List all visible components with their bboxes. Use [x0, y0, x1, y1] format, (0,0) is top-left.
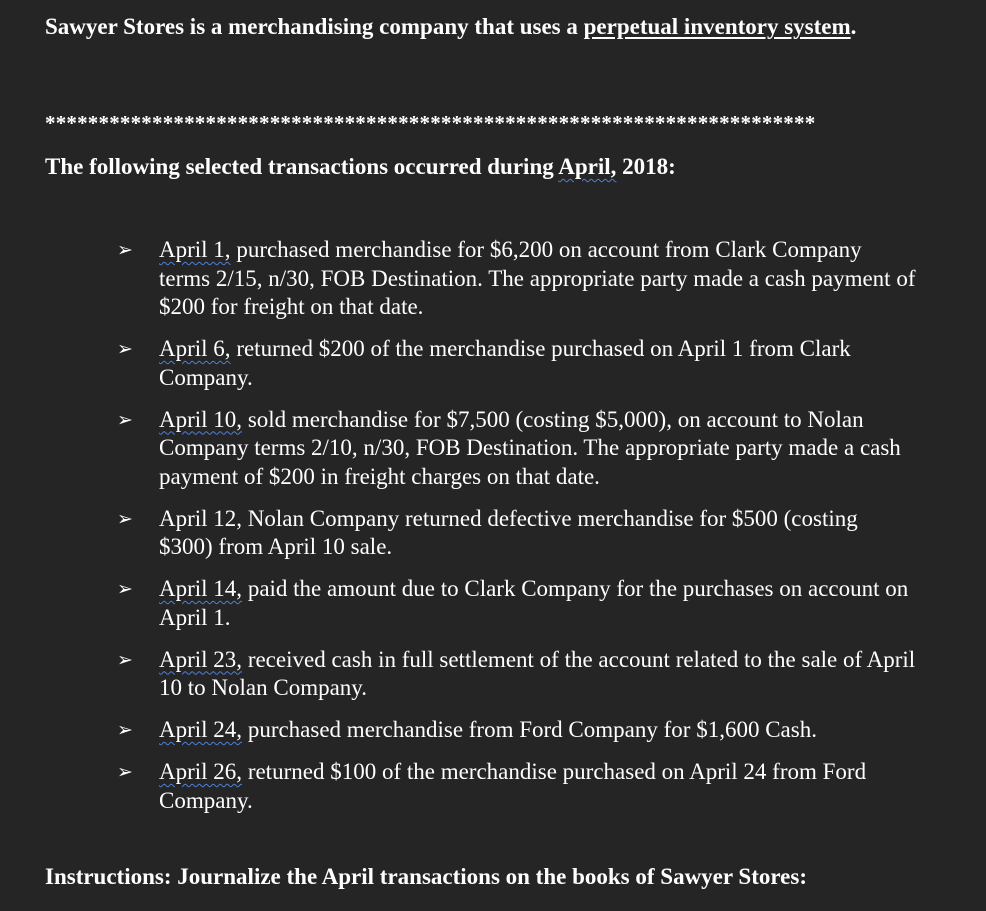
transaction-date: April 23, — [159, 646, 243, 672]
transaction-text: paid the amount due to Clark Company for the purchases on account on April 1. — [159, 576, 909, 630]
heading-date-spellcheck: April, — [558, 154, 617, 179]
transaction-date: April 6, — [159, 336, 231, 361]
intro-text: Sawyer Stores is a merchandising company that uses a — [45, 14, 584, 39]
transaction-text: purchased merchandise from Ford Company for $1,600 Cash. — [242, 717, 817, 742]
asterisk-separator: ************************************************************************ — [45, 111, 816, 135]
arrow-bullet-icon: ➢ — [117, 239, 133, 261]
transaction-text: purchased merchandise for $6,200 on account from Clark Company terms 2/15, n/30, FOB Destination. The appropriate party made a cash payment of $200 for freight on that date. — [159, 237, 916, 319]
transaction-date: April 26, — [159, 759, 243, 784]
transaction-date: April 14, — [159, 576, 243, 601]
transaction-item — [117, 575, 917, 632]
transaction-date: April 10, — [159, 406, 243, 432]
arrow-bullet-icon: ➢ — [117, 578, 133, 600]
perpetual-inventory-system-underlined: perpetual inventory system — [583, 14, 851, 39]
transaction-text: April 12, Nolan Company returned defective merchandise for $500 (costing $300) from April 10 sale. — [159, 505, 858, 559]
arrow-bullet-icon: ➢ — [117, 408, 133, 431]
transaction-item — [117, 716, 917, 745]
transaction-text: returned $200 of the merchandise purchased on April 1 from Clark Company. — [159, 336, 851, 390]
transaction-text: sold merchandise for $7,500 (costing $5,000), on account to Nolan Company terms 2/10, n/30, FOB Destination. The appropriate party made a cash payment of $200 in freight charges on that date. — [159, 406, 901, 489]
arrow-bullet-icon: ➢ — [117, 648, 133, 671]
intro-paragraph — [45, 12, 925, 41]
heading-year: 2018: — [616, 154, 676, 179]
transactions-heading — [45, 152, 676, 181]
heading-text: The following selected transactions occurred during — [45, 154, 559, 179]
transaction-text: returned $100 of the merchandise purchased on April 24 from Ford Company. — [159, 759, 867, 813]
transaction-text: received cash in full settlement of the account related to the sale of April 10 to Nolan Company. — [159, 646, 916, 700]
transaction-item — [117, 406, 917, 492]
instructions-line: Instructions: Journalize the April transactions on the books of Sawyer Stores: — [45, 864, 807, 889]
intro-period: . — [850, 14, 857, 39]
transaction-item — [117, 236, 917, 322]
arrow-bullet-icon: ➢ — [117, 761, 133, 783]
transaction-item — [117, 335, 917, 392]
arrow-bullet-icon: ➢ — [117, 338, 133, 360]
transaction-date: April 1, — [159, 237, 231, 262]
transaction-list — [117, 236, 917, 829]
transaction-item — [117, 646, 917, 703]
arrow-bullet-icon: ➢ — [117, 719, 133, 741]
arrow-bullet-icon: ➢ — [117, 507, 133, 530]
transaction-item — [117, 758, 917, 815]
transaction-date: April 24, — [159, 717, 243, 742]
transaction-item — [117, 505, 917, 562]
